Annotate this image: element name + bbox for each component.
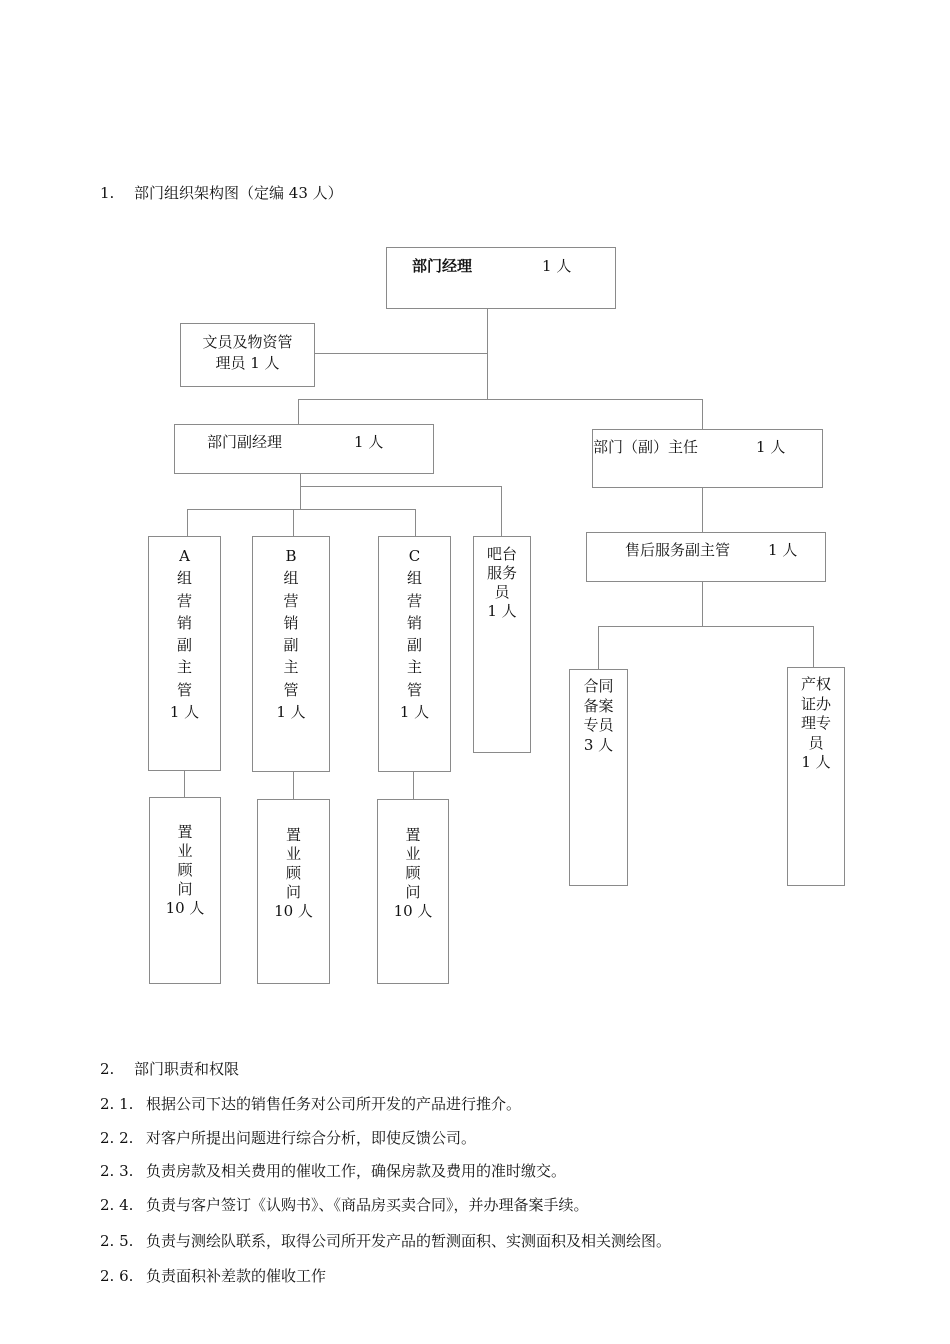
label-line: 吧台 [486,545,517,563]
label-char: 副 [406,636,422,655]
label-char: 业 [405,845,421,863]
label-char: 业 [177,842,193,860]
label-line: 备案 [583,696,614,715]
vertical-label [474,545,530,621]
vertical-label [570,677,627,755]
connector-line [813,626,814,668]
duty-number: 2. 3. [100,1162,134,1180]
connector-line [702,487,703,533]
duty-number: 2. 1. [100,1095,134,1113]
duty-text: 负责房款及相关费用的催收工作，确保房款及费用的准时缴交。 [146,1162,567,1180]
label-char: B [285,547,297,565]
org-node-consultants-a [149,797,221,984]
duty-text: 负责与测绘队联系，取得公司所开发产品的暂测面积、实测面积及相关测绘图。 [146,1232,672,1250]
org-node-manager [386,247,616,309]
duty-item [100,1265,326,1286]
vertical-label [253,545,329,723]
duty-item [100,1230,671,1251]
node-count: 1 人 [354,433,384,451]
label-char: 销 [283,613,299,632]
vertical-label [258,826,329,921]
label-line: 3 人 [583,735,614,754]
connector-line [184,770,185,797]
section-1-heading [100,182,343,203]
label-line: 员 [808,733,824,752]
label-char: 副 [283,636,299,655]
node-title: 售后服务副主管 [625,541,731,559]
label-line: 服务 [486,564,517,582]
connector-line [314,353,488,354]
label-char: 营 [176,591,192,610]
duty-number: 2. 2. [100,1129,134,1147]
label-char: C [408,547,421,565]
section-2-heading [100,1058,239,1079]
duty-number: 2. 4. [100,1196,134,1214]
vertical-label [379,545,450,723]
node-line: 理员 1 人 [215,354,280,372]
duty-text: 负责与客户签订《认购书》、《商品房买卖合同》，并办理备案手续。 [146,1196,589,1214]
node-count: 1 人 [542,257,572,275]
label-char: 营 [283,591,299,610]
label-char: 组 [406,569,422,588]
connector-line [415,509,416,537]
connector-line [487,308,488,400]
label-char: 管 [283,680,299,699]
vertical-label [788,675,844,773]
node-line: 文员及物资管 [202,333,293,351]
label-char: 置 [285,826,301,844]
connector-line [598,626,599,670]
node-title: 部门（副）主任 [593,438,699,456]
duty-item [100,1194,589,1215]
label-char: 主 [176,658,192,677]
label-char: 问 [177,880,193,898]
duty-number: 2. 6. [100,1267,134,1285]
connector-line [300,472,301,509]
label-char: 10 人 [393,902,433,920]
label-char: 销 [406,613,422,632]
label-char: 1 人 [169,703,200,722]
vertical-label [150,823,220,918]
org-node-group-a-supervisor [148,536,221,771]
label-char: 10 人 [165,899,205,917]
connector-line [187,509,188,537]
vertical-label [149,545,220,723]
label-line: 专员 [583,716,614,734]
connector-line [702,399,703,430]
label-char: 销 [176,613,192,632]
node-count: 1 人 [756,438,786,456]
connector-line [298,399,299,425]
label-char: A [179,547,190,565]
connector-line [598,626,814,627]
label-char: 主 [283,658,299,677]
node-title: 部门副经理 [207,433,283,451]
label-line: 产权 [800,675,831,693]
duty-item [100,1160,566,1181]
label-char: 置 [405,826,421,844]
label-line: 1 人 [801,753,831,771]
duty-item [100,1127,476,1148]
label-char: 组 [283,569,299,588]
node-count: 1 人 [768,541,798,559]
label-char: 主 [406,658,422,677]
label-char: 1 人 [399,703,430,722]
org-node-property-certificate [787,667,845,886]
label-line: 证办 [800,694,831,713]
label-char: 置 [177,823,193,841]
duty-text: 负责面积补差款的催收工作 [146,1267,327,1285]
label-char: 顾 [405,864,421,882]
label-char: 营 [406,591,422,610]
org-node-contract-filing [569,669,628,886]
connector-line [413,771,414,799]
duty-item [100,1093,521,1114]
connector-line [300,486,502,487]
vertical-label [378,826,448,921]
org-node-deputy-manager [174,424,434,474]
label-line: 1 人 [487,602,517,620]
section-2-number: 2. [100,1060,115,1078]
connector-line [501,486,502,537]
connector-line [298,399,703,400]
label-line: 合同 [583,677,614,695]
org-node-group-b-supervisor [252,536,330,772]
org-node-after-sales [586,532,826,582]
connector-line [293,771,294,799]
label-char: 顾 [285,864,301,882]
connector-line [187,509,416,510]
label-char: 业 [285,845,301,863]
section-2-title: 部门职责和权限 [134,1060,240,1078]
label-char: 管 [406,680,422,699]
duty-text: 根据公司下达的销售任务对公司所开发的产品进行推介。 [146,1095,522,1113]
label-line: 理专 [800,714,831,732]
section-1-title: 部门组织架构图（定编 43 人） [134,184,343,202]
connector-line [293,509,294,537]
label-char: 组 [176,569,192,588]
org-node-bar-attendant [473,536,531,753]
duty-text: 对客户所提出问题进行综合分析，即使反馈公司。 [146,1129,477,1147]
connector-line [702,581,703,627]
label-char: 10 人 [274,902,313,920]
org-node-consultants-c [377,799,449,984]
label-line: 员 [494,583,510,601]
org-node-group-c-supervisor [378,536,451,772]
org-node-clerk [180,323,315,387]
label-char: 问 [405,883,421,901]
node-title: 部门经理 [412,257,473,275]
label-char: 问 [285,883,301,901]
label-char: 副 [176,636,192,655]
label-char: 顾 [177,861,193,879]
label-char: 管 [176,680,192,699]
label-char: 1 人 [276,703,306,722]
org-node-consultants-b [257,799,330,984]
duty-number: 2. 5. [100,1232,134,1250]
org-node-deputy-director [592,429,823,488]
section-1-number: 1. [100,184,115,202]
